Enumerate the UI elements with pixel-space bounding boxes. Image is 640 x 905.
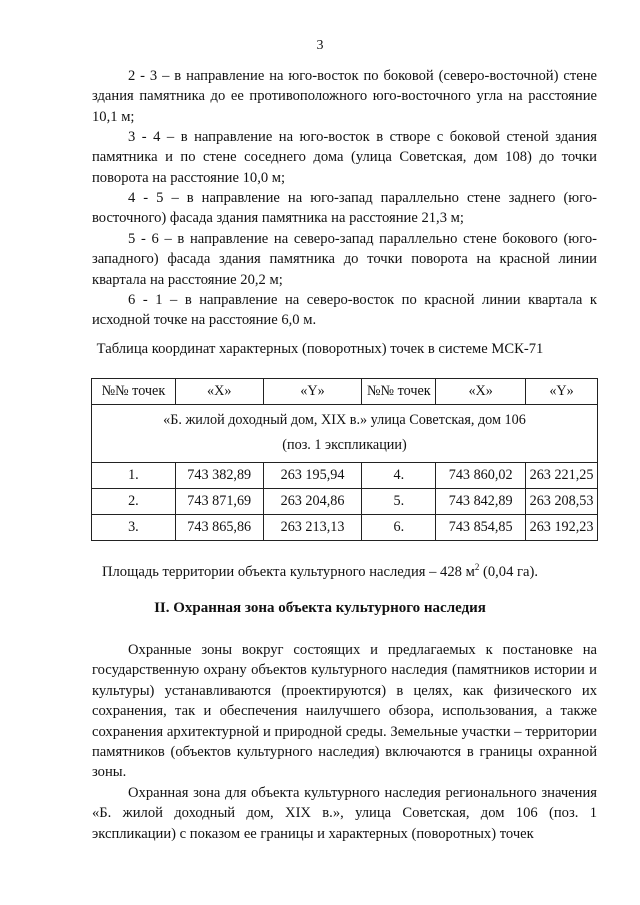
segment-3-4: 3 - 4 – в направление на юго-восток в створе с боковой стеной здания памятника и по стене соседнего дома (улица Советская, дом 108) до точки поворота на расстояние 10,0 м; — [92, 129, 597, 186]
table-row — [92, 489, 598, 515]
table-row — [92, 515, 598, 541]
cell-x: 743 860,02 — [436, 463, 526, 489]
object-name: «Б. жилой доходный дом, XIX в.» улица Советская, дом 106 — [163, 412, 526, 428]
protection-zone-paragraph-2: Охранная зона для объекта культурного наследия регионального значения «Б. жилой доходный дом, XIX в.», улица Советская, дом 106 (поз. 1 экспликации) с показом ее границы и характерных (поворотных) точек — [92, 785, 597, 842]
segment-2-3: 2 - 3 – в направление на юго-восток по боковой (северо-восточной) стене здания памятника до ее противоположного юго-восточного угла на расстояние 10,1 м; — [92, 68, 597, 125]
header-x-1: «X» — [175, 379, 263, 405]
header-y-1: «Y» — [263, 379, 362, 405]
coordinates-table — [91, 378, 598, 541]
cell-point: 3. — [92, 515, 176, 541]
header-x-2: «X» — [436, 379, 526, 405]
territory-area: Площадь территории объекта культурного наследия – 428 $м^2$ (0,04 га). — [101, 562, 539, 580]
cell-point: 4. — [362, 463, 436, 489]
area-unit-superscript: 2 — [474, 562, 480, 573]
section-heading: II. Охранная зона объекта культурного наследия — [154, 600, 486, 616]
object-position: (поз. 1 экспликации) — [282, 437, 407, 453]
protection-zone-paragraph-1: Охранные зоны вокруг состоящих и предлагаемых к постановке на государственную охрану объектов культурного наследия (памятников истории и культуры) устанавливаются (проектируются) в целях, как физического их сохранения, так и обеспечения наилучшего обзора, использования, а также сохранения архитектурной и природной среды. Земельные участки – территории памятников (объектов культурного наследия) включаются в границы охранной зоны. — [92, 642, 597, 781]
cell-x: 743 865,86 — [175, 515, 263, 541]
cell-point: 6. — [362, 515, 436, 541]
cell-x: 743 382,89 — [175, 463, 263, 489]
table-caption: Таблица координат характерных (поворотных) точек в системе МСК-71 — [96, 341, 544, 357]
page-number: 3 — [316, 38, 324, 53]
object-cell — [92, 405, 598, 463]
cell-x: 743 842,89 — [436, 489, 526, 515]
cell-y: 263 195,94 — [263, 463, 362, 489]
cell-y: 263 208,53 — [526, 489, 598, 515]
cell-point: 1. — [92, 463, 176, 489]
cell-point: 5. — [362, 489, 436, 515]
segment-5-6: 5 - 6 – в направление на северо-запад параллельно стене бокового (юго-западного) фасада здания памятника до точки поворота на красной линии квартала на расстояние 20,2 м; — [92, 231, 597, 288]
table-header-row — [92, 379, 598, 405]
header-points-1: №№ точек — [92, 379, 176, 405]
cell-point: 2. — [92, 489, 176, 515]
header-points-2: №№ точек — [362, 379, 436, 405]
table-row — [92, 463, 598, 489]
cell-x: 743 871,69 — [175, 489, 263, 515]
segment-6-1: 6 - 1 – в направление на северо-восток по красной линии квартала к исходной точке на расстояние 6,0 м. — [92, 292, 597, 329]
cell-y: 263 221,25 — [526, 463, 598, 489]
cell-x: 743 854,85 — [436, 515, 526, 541]
cell-y: 263 213,13 — [263, 515, 362, 541]
cell-y: 263 192,23 — [526, 515, 598, 541]
header-y-2: «Y» — [526, 379, 598, 405]
object-row — [92, 405, 598, 463]
segment-4-5: 4 - 5 – в направление на юго-запад параллельно стене заднего (юго-восточного) фасада здания памятника на расстояние 21,3 м; — [92, 190, 597, 227]
cell-y: 263 204,86 — [263, 489, 362, 515]
